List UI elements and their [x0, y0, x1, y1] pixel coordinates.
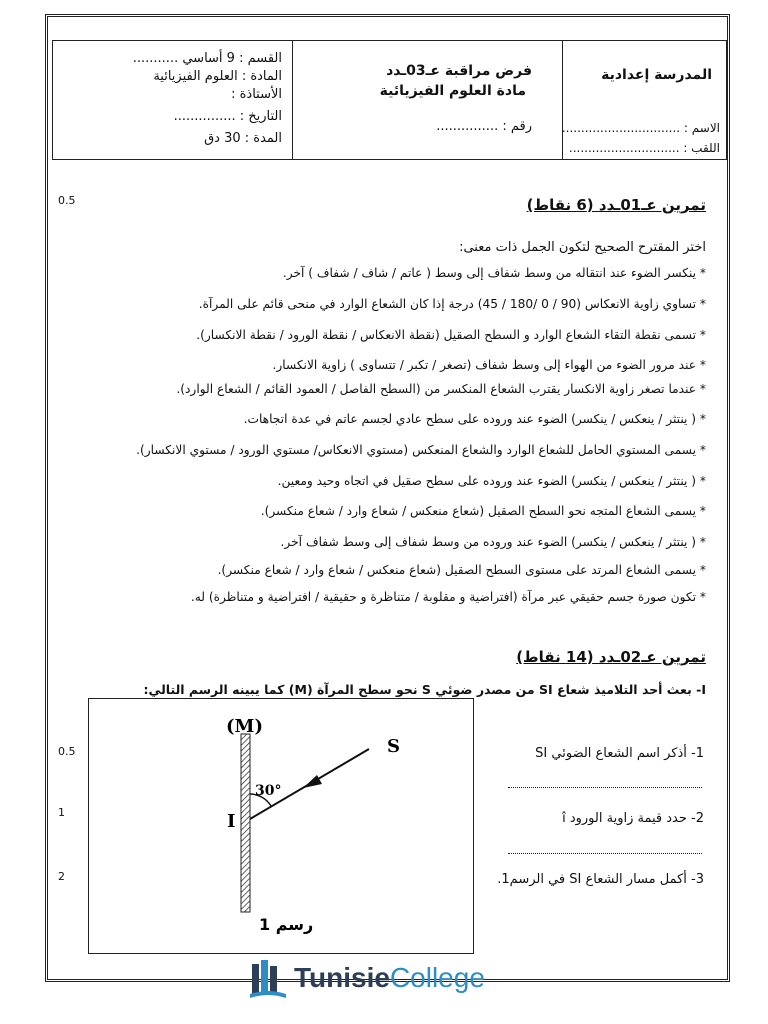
ray-arrow-icon: [303, 775, 322, 788]
exercise1-instruction: اختر المقترح الصحيح لتكون الجمل ذات معنى:: [459, 240, 706, 255]
class-label: القسم : 9 أساسي ...........: [132, 51, 282, 66]
point-label: I: [227, 811, 236, 832]
mirror-diagram: [89, 699, 472, 952]
subject-label: المادة : العلوم الفيزيائية: [153, 69, 282, 84]
number-label: رقم : ...............: [436, 119, 532, 134]
exercise1-item: * عند مرور الضوء من الهواء إلى وسط شفاف (تصغر / تكبر / تتساوى ) زاوية الانكسار.: [272, 358, 706, 372]
figure-box: [88, 698, 474, 954]
surname-label: اللقب : .............................: [568, 141, 720, 155]
header-exam-box: [292, 40, 562, 160]
figure-caption: رسم 1: [259, 915, 314, 934]
exercise1-item: * ( ينتثر / ينعكس / ينكسر) الضوء عند وروده من وسط شفاف إلى وسط شفاف آخر.: [280, 535, 706, 549]
logo-text: [294, 962, 485, 994]
school-name: المدرسة إعدادية: [601, 67, 712, 83]
exercise1-item: * يسمى المستوي الحامل للشعاع الوارد والشعاع المنعكس (مستوي الانعكاس/ مستوي الورود / مستوي الانكسار).: [136, 443, 706, 457]
duration-label: المدة : 30 دق: [204, 131, 282, 146]
source-label: S: [387, 736, 400, 757]
mirror-label: (M): [226, 716, 263, 737]
exercise1-item: * ( ينتثر / ينعكس / ينكسر) الضوء عند وروده على سطح صقيل في اتجاه وحيد ومعين.: [277, 474, 706, 488]
header-school-box: [562, 40, 727, 160]
answer-line: [508, 786, 702, 788]
mirror-surface: [241, 734, 250, 912]
answer-line: [508, 852, 702, 854]
exercise2-intro: I- بعث أحد التلاميذ شعاع SI من مصدر ضوئي S نحو سطح المرآة (M) كما يبينه الرسم التالي:: [143, 682, 706, 697]
question3-mark: 2: [58, 870, 65, 883]
question-3: 3- أكمل مسار الشعاع SI في الرسم1.: [497, 872, 704, 887]
teacher-label: الأستاذة :: [231, 87, 282, 102]
logo-brand-accent: College: [389, 962, 485, 993]
exercise1-mark: 0.5: [58, 194, 76, 207]
question-2: 2- حدد قيمة زاوية الورود î: [562, 811, 704, 826]
question1-mark: 0.5: [58, 745, 76, 758]
question-1: 1- أذكر اسم الشعاع الضوئي SI: [535, 746, 704, 761]
question2-mark: 1: [58, 806, 65, 819]
exercise1-item: * عندما تصغر زاوية الانكسار يقترب الشعاع المنكسر من (السطح الفاصل / العمود القائم / الشعاع الوارد).: [176, 382, 706, 396]
exam-subject: مادة العلوم الفيزيائية: [379, 83, 526, 99]
date-label: التاريخ : ...............: [173, 109, 282, 124]
logo-brand-main: Tunisie: [294, 962, 390, 993]
exercise1-title: تمرين عـ01ـدد (6 نقاط): [526, 196, 706, 214]
exercise1-item: * ينكسر الضوء عند انتقاله من وسط شفاف إلى وسط ( عاتم / شاف / شفاف ) آخر.: [282, 266, 706, 280]
book-icon: [250, 958, 286, 998]
name-label: الاسم : ...............................: [561, 121, 720, 135]
exercise1-item: * يسمى الشعاع المرتد على مستوى السطح الصقيل (شعاع منعكس / شعاع وارد / شعاع منكسر).: [217, 563, 706, 577]
exercise1-item: * تساوي زاوية الانعكاس (90 / 0 /180 / 45) درجة إذا كان الشعاع الوارد في منحى قائم على المرآة.: [198, 297, 706, 311]
exercise1-item: * ( ينتثر / ينعكس / ينكسر) الضوء عند وروده على سطح عادي لجسم عاتم في عدة اتجاهات.: [243, 412, 706, 426]
angle-label: 30°: [255, 783, 282, 799]
exercise2-title: تمرين عـ02ـدد (14 نقاط): [516, 648, 706, 666]
tunisiecollege-logo: [250, 956, 485, 1000]
exercise1-item: * تكون صورة جسم حقيقي عبر مرآة (افتراضية و مقلوبة / متناظرة و حقيقية / افتراضية و متناظرة) له.: [190, 590, 706, 604]
exam-title: فرض مراقبة عـ03ـدد: [386, 63, 532, 79]
header-class-box: [52, 40, 292, 160]
exercise1-item: * يسمى الشعاع المتجه نحو السطح الصقيل (شعاع منعكس / شعاع وارد / شعاع منكسر).: [260, 504, 706, 518]
exercise1-item: * تسمى نقطة التقاء الشعاع الوارد و السطح الصقيل (نقطة الانعكاس / نقطة الورود / نقطة الانكسار).: [196, 328, 706, 342]
